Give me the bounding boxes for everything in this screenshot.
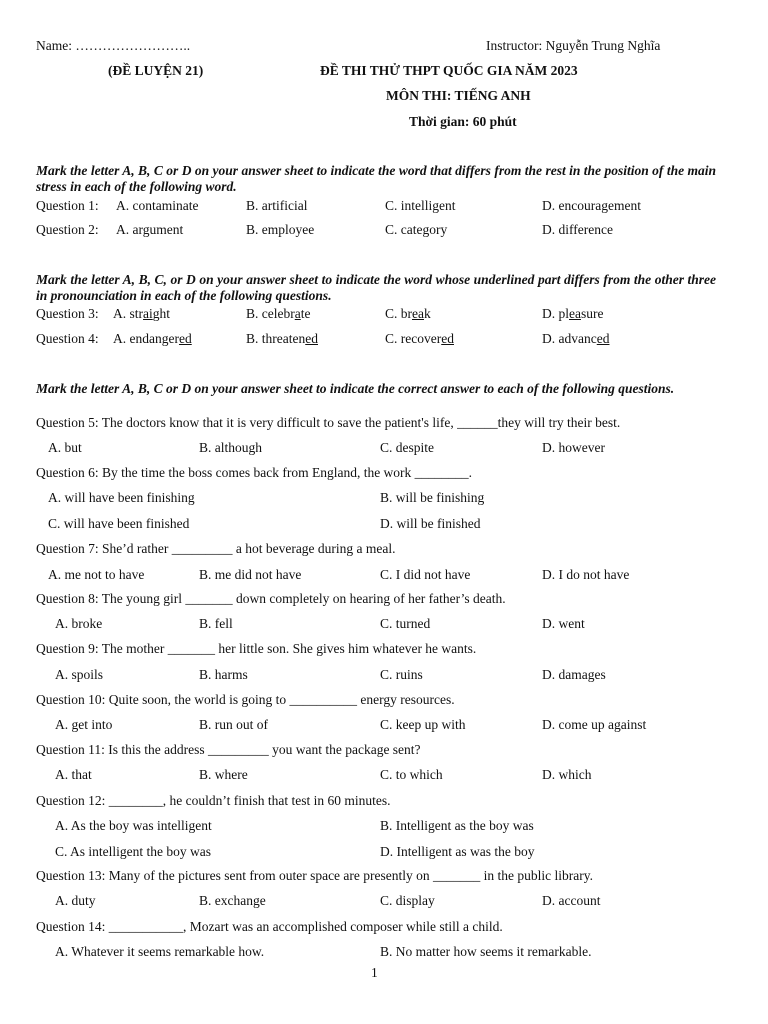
q4-option-a[interactable]: A. endangered — [113, 331, 192, 346]
q5-option-b[interactable]: B. although — [199, 440, 262, 455]
q2-option-c[interactable]: C. category — [385, 222, 448, 237]
q2-option-a[interactable]: A. argument — [116, 222, 184, 237]
q3-option-b[interactable]: B. celebrate — [246, 306, 311, 321]
question-14-stem: Question 14: ___________, Mozart was an accomplished composer while still a child. — [36, 919, 503, 934]
underlined-part: ea — [569, 306, 581, 321]
question-9-stem: Question 9: The mother _______ her little son. She gives him whatever he wants. — [36, 641, 477, 656]
q11-option-d[interactable]: D. which — [542, 767, 592, 782]
q9-option-a[interactable]: A. spoils — [55, 667, 104, 682]
question-3-label: Question 3: — [36, 306, 99, 321]
q11-option-a[interactable]: A. that — [55, 767, 92, 782]
name-field-label: Name: …………………….. — [36, 38, 191, 53]
page-number: 1 — [371, 965, 378, 980]
q7-option-a[interactable]: A. me not to have — [48, 567, 145, 582]
question-13-stem: Question 13: Many of the pictures sent from outer space are presently on _______ in the public library. — [36, 868, 593, 883]
q6-option-c[interactable]: C. will have been finished — [48, 516, 190, 531]
q11-option-b[interactable]: B. where — [199, 767, 248, 782]
q8-option-c[interactable]: C. turned — [380, 616, 431, 631]
q2-option-d[interactable]: D. difference — [542, 222, 613, 237]
question-7-stem: Question 7: She’d rather _________ a hot beverage during a meal. — [36, 541, 396, 556]
practice-number: (ĐỀ LUYỆN 21) — [108, 63, 204, 78]
q8-option-a[interactable]: A. broke — [55, 616, 103, 631]
q12-option-d[interactable]: D. Intelligent as was the boy — [380, 844, 535, 859]
time-limit: Thời gian: 60 phút — [409, 114, 517, 129]
q9-option-c[interactable]: C. ruins — [380, 667, 423, 682]
underlined-part: ed — [596, 331, 610, 346]
question-10-stem: Question 10: Quite soon, the world is going to __________ energy resources. — [36, 692, 455, 707]
underlined-part: ed — [305, 331, 318, 346]
q7-option-c[interactable]: C. I did not have — [380, 567, 471, 582]
subject-title: MÔN THI: TIẾNG ANH — [386, 88, 531, 103]
q10-option-b[interactable]: B. run out of — [199, 717, 268, 732]
q13-option-d[interactable]: D. account — [542, 893, 601, 908]
underlined-part: a — [294, 306, 301, 321]
underlined-part: ed — [178, 331, 192, 346]
q14-option-b[interactable]: B. No matter how seems it remarkable. — [380, 944, 592, 959]
section-2-instruction: Mark the letter A, B, C, or D on your answer sheet to indicate the word whose underlined part differs from the other three in pronounciation in each of the following questions. — [36, 272, 716, 303]
q12-option-b[interactable]: B. Intelligent as the boy was — [380, 818, 534, 833]
q2-option-b[interactable]: B. employee — [246, 222, 315, 237]
question-12-stem: Question 12: ________, he couldn’t finish that test in 60 minutes. — [36, 793, 391, 808]
q9-option-b[interactable]: B. harms — [199, 667, 248, 682]
q5-option-d[interactable]: D. however — [542, 440, 605, 455]
q14-option-a[interactable]: A. Whatever it seems remarkable how. — [55, 944, 265, 959]
question-4-label: Question 4: — [36, 331, 99, 346]
q4-option-b[interactable]: B. threatened — [246, 331, 318, 346]
instructor-name: Instructor: Nguyễn Trung Nghĩa — [486, 38, 661, 53]
q1-option-c[interactable]: C. intelligent — [385, 198, 456, 213]
q4-option-c[interactable]: C. recovered — [385, 331, 454, 346]
underlined-part: ai — [143, 306, 153, 321]
question-8-stem: Question 8: The young girl _______ down completely on hearing of her father’s death. — [36, 591, 506, 606]
underlined-part: ed — [441, 331, 454, 346]
section-3-instruction: Mark the letter A, B, C or D on your answer sheet to indicate the correct answer to each of the following questions. — [36, 381, 675, 396]
q4-option-d[interactable]: D. advanced — [542, 331, 610, 346]
q6-option-b[interactable]: B. will be finishing — [380, 490, 485, 505]
q12-option-c[interactable]: C. As intelligent the boy was — [55, 844, 211, 859]
q11-option-c[interactable]: C. to which — [380, 767, 443, 782]
q3-option-c[interactable]: C. break — [385, 306, 431, 321]
q10-option-c[interactable]: C. keep up with — [380, 717, 466, 732]
q1-option-d[interactable]: D. encouragement — [542, 198, 641, 213]
q3-option-a[interactable]: A. straight — [113, 306, 171, 321]
q13-option-b[interactable]: B. exchange — [199, 893, 266, 908]
q10-option-a[interactable]: A. get into — [55, 717, 113, 732]
q10-option-d[interactable]: D. come up against — [542, 717, 647, 732]
question-1-label: Question 1: — [36, 198, 99, 213]
q1-option-b[interactable]: B. artificial — [246, 198, 308, 213]
q6-option-d[interactable]: D. will be finished — [380, 516, 481, 531]
q12-option-a[interactable]: A. As the boy was intelligent — [55, 818, 212, 833]
q8-option-d[interactable]: D. went — [542, 616, 585, 631]
q13-option-c[interactable]: C. display — [380, 893, 435, 908]
section-1-instruction: Mark the letter A, B, C or D on your answer sheet to indicate the word that differs from the rest in the position of the main stress in each of the following word. — [36, 163, 716, 194]
question-11-stem: Question 11: Is this the address _________ you want the package sent? — [36, 742, 421, 757]
q5-option-a[interactable]: A. but — [48, 440, 82, 455]
underlined-part: ea — [412, 306, 424, 321]
q7-option-d[interactable]: D. I do not have — [542, 567, 630, 582]
question-6-stem: Question 6: By the time the boss comes back from England, the work ________. — [36, 465, 473, 480]
question-2-label: Question 2: — [36, 222, 99, 237]
q7-option-b[interactable]: B. me did not have — [199, 567, 302, 582]
q9-option-d[interactable]: D. damages — [542, 667, 606, 682]
q8-option-b[interactable]: B. fell — [199, 616, 233, 631]
question-5-stem: Question 5: The doctors know that it is very difficult to save the patient's life, ______they will try their best. — [36, 415, 621, 430]
q5-option-c[interactable]: C. despite — [380, 440, 434, 455]
q13-option-a[interactable]: A. duty — [55, 893, 96, 908]
q6-option-a[interactable]: A. will have been finishing — [48, 490, 195, 505]
q1-option-a[interactable]: A. contaminate — [116, 198, 199, 213]
exam-title: ĐỀ THI THỬ THPT QUỐC GIA NĂM 2023 — [320, 63, 578, 78]
q3-option-d[interactable]: D. pleasure — [542, 306, 604, 321]
